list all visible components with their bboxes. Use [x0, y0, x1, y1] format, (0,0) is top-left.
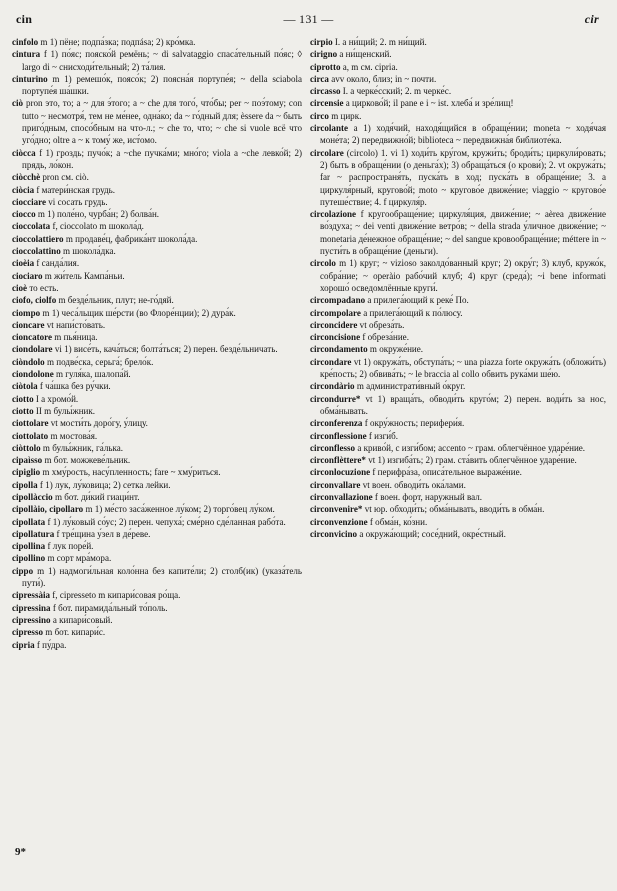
entry-definition: a, m см. cipria. [342, 61, 398, 72]
entry-definition: m подве́ска, серьга́; брело́к. [46, 356, 154, 367]
dictionary-entry [310, 147, 606, 208]
dictionary-entry [12, 393, 302, 405]
entry-definition: vi сосать грудь. [48, 196, 108, 207]
entry-headword: cioccolattiero [12, 233, 64, 244]
dictionary-entry [12, 73, 302, 98]
dictionary-entry [310, 430, 606, 442]
entry-definition: pron это, то; a ~ для э́того; a ~ che для того́, что́бы; per ~ поэ́тому; con tutto ~ несмотря́, тем не ме́нее, одна́ко; da ~ го́дный для; èssere da ~ быть приго́дным, спосо́бным на что-л.; ~ che то, что; ~ che si vuole всё что уго́дно; oltre a ~ к тому́ же, ист́омо. [22, 98, 302, 146]
entry-definition: m мостова́я. [50, 430, 98, 441]
dictionary-entry [12, 405, 302, 417]
entry-definition: m жи́тель Кампа́ньи. [44, 270, 125, 281]
page-number: — 131 — [283, 12, 334, 26]
dictionary-entry [310, 331, 606, 343]
entry-definition: m цирк. [331, 110, 362, 121]
entry-definition: m 1) чеса́льщик ше́рсти (во Флоре́нции); 2) дура́к. [42, 307, 236, 318]
dictionary-entry [310, 442, 606, 454]
entry-headword: circa [310, 73, 329, 84]
dictionary-entry [12, 368, 302, 380]
dictionary-entry [12, 491, 302, 503]
dictionary-entry [12, 36, 302, 48]
dictionary-entry [310, 417, 606, 429]
entry-headword: cipaìsso [12, 455, 43, 466]
entry-headword: circensie [310, 98, 344, 109]
entry-definition: vt юр. обходи́ть; обма́нывать, вводи́ть в обма́н. [364, 504, 545, 515]
dictionary-entry [310, 380, 606, 392]
entry-headword: circompolare [310, 307, 361, 318]
entry-headword: circonlocuzione [310, 467, 371, 478]
dictionary-entry [12, 626, 302, 638]
entry-headword: cipressàia [12, 590, 51, 601]
entry-headword: cioncatore [12, 332, 53, 343]
entry-headword: cipollina [12, 541, 46, 552]
entry-headword: cinfolo [12, 37, 39, 47]
entry-headword: ciòcchè [12, 172, 41, 183]
dictionary-entry [12, 282, 302, 294]
dictionary-entry [310, 393, 606, 418]
entry-definition: m 1) поле́но, чурба́н; 2) болва́н. [37, 209, 160, 220]
dictionary-entry [12, 503, 302, 515]
right-column [310, 36, 606, 540]
dictionary-entry [310, 73, 606, 85]
entry-definition: m 1) пёне; подпа́зка; подпása; 2) кро́мка. [40, 37, 196, 47]
entry-headword: ciofo, ciolfo [12, 295, 57, 306]
entry-headword: ciòcca [12, 147, 36, 158]
entry-headword: circolare [310, 147, 344, 158]
entry-headword: cioncare [12, 319, 45, 330]
entry-definition: f воен. форт, наружный вал. [374, 491, 482, 502]
entry-headword: ciondolare [12, 344, 53, 355]
dictionary-entry [310, 85, 606, 97]
entry-headword: cioèia [12, 258, 35, 269]
entry-headword: circonvenire* [310, 504, 363, 515]
dictionary-entry [310, 528, 606, 540]
entry-headword: circonvenzione [310, 516, 368, 527]
entry-definition: (circolo) 1. vi 1) ходи́ть кру́гом, кружи́ть; броди́ть; циркули́ровать; 2) быть в обраще́нии (о деньга́х); 3) обраща́ться (о крови́); 2. vt окружа́ть; far ~ распространя́ть, пуска́ть в ход; пуска́ть в обраще́ние; 3. a циркуля́рный, кругово́й; moto ~ кругово́е движе́ние; viaggio ~ кругово́е путеше́ствие; 4. f циркуля́р. [320, 147, 606, 207]
entry-definition: m 1) ремешо́к, поясо́к; 2) поясна́я портупе́я; ~ della sciabola портупе́я ша́шки. [22, 73, 302, 97]
page-header [14, 12, 603, 32]
entry-headword: ciottolare [12, 418, 49, 429]
entry-definition: a цирково́й; il pane e i ~ ist. хлеба́ и зре́лищ! [345, 98, 514, 109]
dictionary-entry [12, 171, 302, 183]
dictionary-entry [310, 257, 606, 294]
dictionary-entry [12, 442, 302, 454]
entry-definition: m администрати́вный о́круг. [356, 381, 466, 392]
entry-definition: a криво́й, с изги́бом; accento ~ грам. облегчённое ударе́ние. [357, 442, 586, 453]
entry-definition: m бот. можжеве́льник. [44, 455, 131, 466]
dictionary-entry [12, 380, 302, 392]
entry-headword: cipolla [12, 479, 38, 490]
entry-definition: f 1) гроздь; пучо́к; a ~che пучка́ми; мно́го; viola a ~che левко́й; 2) прядь, ло́кон. [22, 147, 302, 170]
entry-headword: ciotto [12, 393, 34, 404]
header-right-guide-word: cir [584, 12, 599, 26]
entry-definition: m сорт мра́мора. [47, 553, 112, 564]
dictionary-entry [12, 430, 302, 442]
entry-definition: f 1) лу́ковый со́ус; 2) перен. чепуха́; сме́рно сде́ланная рабо́та. [47, 516, 286, 527]
entry-definition: vi 1) висе́ть, кача́ться; болта́ться; 2) перен. безде́льничать. [54, 344, 278, 355]
entry-headword: ciondolone [12, 369, 54, 380]
dictionary-entry [12, 639, 302, 651]
entry-definition: то есть. [29, 282, 59, 293]
entry-definition: f перифра́за, описа́тельное выраже́ние. [372, 467, 522, 478]
entry-headword: circonvallare [310, 479, 361, 490]
entry-headword: ciòtola [12, 381, 38, 392]
entry-headword: circonflèttere* [310, 455, 366, 466]
entry-definition: f тре́щина у́зел в де́реве. [56, 528, 151, 539]
dictionary-entry [12, 479, 302, 491]
dictionary-entry [12, 319, 302, 331]
dictionary-entry [310, 466, 606, 478]
entry-definition: f окру́жность; перифери́я. [364, 418, 465, 429]
dictionary-entry [12, 294, 302, 306]
entry-definition: a прилега́ющий к по́люсу. [363, 307, 463, 318]
dictionary-entry [310, 503, 606, 515]
entry-definition: vt напи́сто́вать. [46, 319, 106, 330]
entry-definition: f пу́дра. [36, 639, 67, 650]
entry-headword: ciòttolo [12, 442, 41, 453]
entry-headword: circolazione [310, 209, 357, 220]
entry-headword: ciompo [12, 307, 41, 318]
entry-headword: circonvicino [310, 528, 358, 539]
header-left-guide-word: cin [16, 12, 33, 26]
entry-definition: I. a черке́сский; 2. m черке́с. [342, 86, 452, 97]
entry-headword: ciprotto [310, 61, 341, 72]
entry-headword: cipollata [12, 516, 46, 527]
entry-definition: f обреза́ние. [362, 332, 409, 343]
entry-definition: a окружа́ющий; сосе́дний, окре́стный. [359, 528, 506, 539]
dictionary-entry [310, 294, 606, 306]
dictionary-entry [12, 208, 302, 220]
dictionary-entry [12, 343, 302, 355]
entry-headword: cipollàio, cipollaro [12, 504, 84, 515]
entry-headword: ciottolato [12, 430, 49, 441]
dictionary-entry [12, 454, 302, 466]
entry-definition: I. a ни́щий; 2. m ни́щий. [334, 37, 427, 47]
entry-definition: m шокола́дка. [63, 246, 116, 257]
dictionary-entry [12, 417, 302, 429]
dictionary-entry [12, 257, 302, 269]
entry-headword: circasso [310, 86, 341, 97]
entry-definition: m безде́льник, плут; не-го́дяй. [58, 295, 174, 306]
entry-headword: ciò [12, 98, 24, 109]
entry-headword: circoncisione [310, 332, 361, 343]
entry-definition: f ча́шка без ру́чки. [39, 381, 111, 392]
dictionary-entry [310, 516, 606, 528]
dictionary-entry [310, 48, 606, 60]
entry-headword: cipollatura [12, 528, 55, 539]
entry-definition: f кругообраще́ние; циркуля́ция, движе́ние; ~ aèrea движе́ние во́здуха; ~ dei venti движе́ние ветро́в; ~ della strada у́личное движе́ние; ~ monetaria де́нежное обраще́ние; ~ del sangue кровообраще́ние; méttere in ~ пусти́ть в обраще́ние (деньги). [320, 209, 606, 257]
entry-headword: cipollino [12, 553, 46, 564]
entry-definition: m пья́ница. [54, 332, 98, 343]
entry-definition: avv около, близ; in ~ почти. [331, 73, 437, 84]
entry-headword: cioccolattino [12, 246, 61, 257]
entry-definition: vt 1) окружа́ть, обступа́ть; ~ una piazza forte окружа́ть (обложи́ть) кре́пость; 2) обвива́ть; ~ le braccia al collo обвить рука́ми ше́ю. [320, 356, 606, 380]
entry-headword: ciòndolo [12, 356, 45, 367]
entry-definition: f 1) лук, лу́ковица; 2) сетка лейки. [39, 479, 171, 490]
entry-definition: f обма́н, ко́зни. [369, 516, 428, 527]
entry-headword: ciòcia [12, 184, 35, 195]
entry-definition: f лук поре́й. [47, 541, 94, 552]
entry-definition: pron см. ciò. [42, 172, 89, 183]
dictionary-entry [310, 61, 606, 73]
dictionary-entry [310, 97, 606, 109]
dictionary-entry [310, 356, 606, 381]
dictionary-entry [12, 220, 302, 232]
entry-headword: cipresso [12, 627, 43, 638]
dictionary-entry [310, 491, 606, 503]
entry-definition: vt обреза́ть. [359, 319, 405, 330]
entry-headword: circompadano [310, 295, 366, 306]
entry-headword: circondàrio [310, 381, 355, 392]
dictionary-entry [12, 245, 302, 257]
entry-headword: cirpio [310, 37, 333, 47]
entry-definition: m продаве́ц, фабрика́нт шокола́да. [65, 233, 198, 244]
entry-headword: circondamento [310, 344, 368, 355]
entry-headword: circolante [310, 123, 349, 134]
dictionary-entry [12, 331, 302, 343]
dictionary-entry [310, 208, 606, 257]
dictionary-entry [12, 614, 302, 626]
dictionary-entry [310, 36, 606, 48]
entry-headword: circondare [310, 356, 352, 367]
entry-definition: vt воен. обводи́ть ока́лами. [362, 479, 466, 490]
entry-headword: circonflessione [310, 430, 367, 441]
dictionary-entry [12, 516, 302, 528]
entry-headword: cintura [12, 49, 41, 60]
entry-definition: vt 1) враща́ть, обводи́ть круго́м; 2) перен. води́ть за нос, обма́нывать. [320, 393, 606, 416]
dictionary-entry [12, 565, 302, 590]
dictionary-entry [12, 233, 302, 245]
entry-definition: f матери́нская грудь. [36, 184, 116, 195]
dictionary-entry [310, 122, 606, 147]
signature-mark: 9* [15, 846, 26, 858]
entry-definition: m бот. кипари́с. [45, 627, 106, 638]
entry-definition: m бот. ди́кий гиаци́нт. [54, 491, 140, 502]
dictionary-entry [12, 589, 302, 601]
dictionary-entry [12, 602, 302, 614]
entry-definition: f 1) по́яс; пояско́й ремёнь; ~ di salvataggio спаса́тельный по́яс; ◊ largo di ~ снисходи́тельный; 2) та́лия. [22, 49, 302, 72]
entry-definition: f изги́б. [368, 430, 398, 441]
dictionary-entry [310, 307, 606, 319]
dictionary-entry [310, 454, 606, 466]
dictionary-entry [12, 97, 302, 146]
entry-headword: cirigno [310, 49, 338, 60]
entry-headword: circonflesso [310, 442, 356, 453]
dictionary-entry [12, 147, 302, 172]
entry-headword: circolo [310, 258, 336, 269]
entry-definition: vt мости́ть доро́гу, у́лицу. [50, 418, 148, 429]
dictionary-entry [12, 307, 302, 319]
entry-headword: cioè [12, 282, 28, 293]
left-column [12, 36, 302, 651]
entry-definition: a кипари́совый. [52, 614, 113, 625]
entry-definition: vt 1) изгиба́ть; 2) грам. ста́вить облегчённое ударе́ние. [368, 455, 577, 466]
entry-headword: ciocciare [12, 196, 46, 207]
entry-headword: circonvallazione [310, 491, 373, 502]
entry-headword: cipressino [12, 614, 51, 625]
dictionary-entry [310, 479, 606, 491]
dictionary-entry [310, 319, 606, 331]
dictionary-entry [12, 356, 302, 368]
entry-headword: cipressina [12, 602, 51, 613]
entry-headword: cinturino [12, 73, 48, 84]
dictionary-entry [12, 184, 302, 196]
dictionary-entry [310, 343, 606, 355]
entry-definition: m булы́жник, га́лька. [42, 442, 124, 453]
entry-definition: f бот. пирамида́льный то́поль. [52, 602, 168, 613]
dictionary-entry [12, 528, 302, 540]
entry-headword: circo [310, 110, 329, 121]
entry-definition: m гуля́ка, шалопа́й. [56, 369, 131, 380]
entry-headword: cioccolata [12, 221, 51, 232]
dictionary-entry [12, 48, 302, 73]
entry-definition: m хму́рость, насу́пленность; fare ~ хму́риться. [42, 467, 221, 478]
entry-definition: m окруже́ние. [369, 344, 424, 355]
entry-headword: ciociaro [12, 270, 43, 281]
entry-headword: cipiglio [12, 467, 41, 478]
entry-definition: f санда́лия. [36, 258, 80, 269]
entry-definition: m 1) круг; ~ vizioso заколдо́ванный круг; 2) окру́г; 3) клуб, кружо́к, собра́ние; ~ operàio рабо́чий клуб; 4) круг (среда́); ~i bene informati хорошо́ осведомлённые круги́. [320, 258, 606, 293]
entry-definition: f, cioccolato m шокола́д. [52, 221, 144, 232]
dictionary-entry [310, 110, 606, 122]
entry-headword: circondurre* [310, 393, 361, 404]
entry-headword: cipollàccio [12, 491, 53, 502]
entry-definition: II m булы́жник. [35, 405, 96, 416]
entry-definition: m 1) ме́сто заса́женное лу́ком; 2) торго́вец лу́ком. [85, 504, 275, 515]
entry-headword: cipria [12, 639, 35, 650]
entry-definition: f, cipresseto m кипари́совая ро́ща. [52, 590, 181, 601]
entry-headword: circonferenza [310, 418, 363, 429]
entry-headword: ciocco [12, 209, 36, 220]
entry-headword: circoncidere [310, 319, 358, 330]
dictionary-entry [12, 270, 302, 282]
entry-headword: ciotto [12, 405, 34, 416]
dictionary-entry [12, 552, 302, 564]
dictionary-entry [12, 466, 302, 478]
entry-definition: m 1) надмоги́льная коло́нна без капите́ли; 2) столб(ик) (указа́тель пути́). [22, 565, 302, 589]
entry-definition: a 1) ходя́чий, находя́щийся в обраще́нии; moneta ~ ходя́чая моне́та; 2) передвижно́й; biblioteca ~ передвижна́я библиоте́ка. [320, 123, 606, 146]
entry-definition: a прилега́ющий к реке́ По. [367, 295, 469, 306]
dictionary-entry [12, 540, 302, 552]
entry-headword: cippo [12, 565, 34, 576]
dictionary-entry [12, 196, 302, 208]
entry-definition: a ни́щенский. [339, 49, 392, 60]
entry-definition: I a хромо́й. [35, 393, 79, 404]
